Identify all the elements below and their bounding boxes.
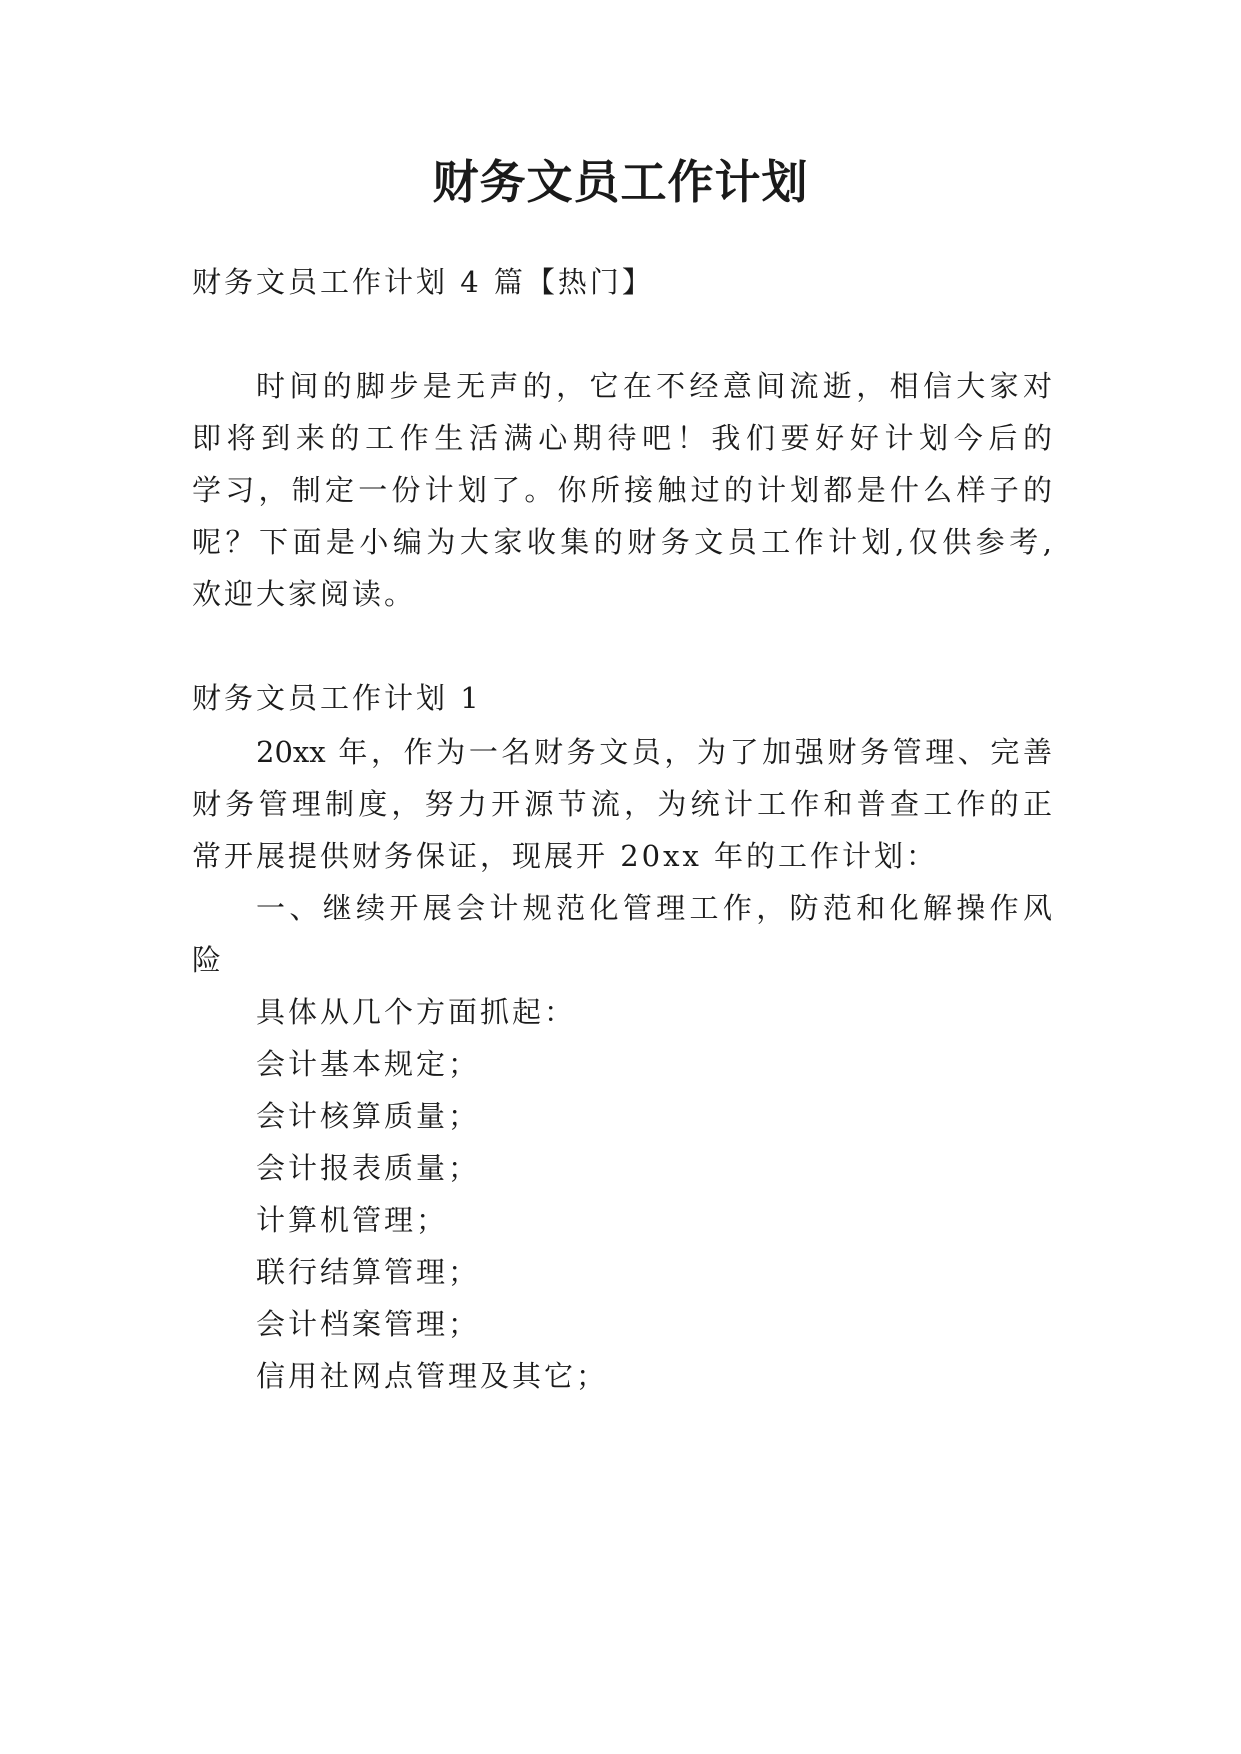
list-item: 信用社网点管理及其它；: [256, 1359, 609, 1393]
document-subtitle: 财务文员工作计划 4 篇【热门】: [192, 265, 654, 299]
section-paragraph-line: 常开展提供财务保证，现展开 20xx 年的工作计划：: [192, 839, 939, 873]
section-heading: 财务文员工作计划 1: [192, 681, 482, 715]
intro-line: 欢迎大家阅读。: [192, 577, 417, 611]
intro-line: 时间的脚步是无声的，它在不经意间流逝，相信大家对: [256, 369, 1052, 403]
intro-line: 学习，制定一份计划了。你所接触过的计划都是什么样子的: [192, 473, 1052, 507]
list-lead: 具体从几个方面抓起：: [256, 995, 577, 1029]
section-paragraph-line: 财务管理制度，努力开源节流，为统计工作和普查工作的正: [192, 787, 1052, 821]
list-item: 会计核算质量；: [256, 1099, 481, 1133]
list-item: 会计档案管理；: [256, 1307, 481, 1341]
list-item: 计算机管理；: [256, 1203, 449, 1237]
intro-line: 即将到来的工作生活满心期待吧！我们要好好计划今后的: [192, 421, 1052, 455]
list-item: 会计报表质量；: [256, 1151, 481, 1185]
list-item: 会计基本规定；: [256, 1047, 481, 1081]
list-item: 联行结算管理；: [256, 1255, 481, 1289]
intro-line: 呢？下面是小编为大家收集的财务文员工作计划,仅供参考,: [192, 525, 1052, 559]
item-heading-line: 一、继续开展会计规范化管理工作，防范和化解操作风: [256, 891, 1052, 925]
item-heading-line: 险: [192, 943, 225, 977]
section-paragraph-line: 20xx 年，作为一名财务文员，为了加强财务管理、完善: [256, 735, 1052, 769]
document-title: 财务文员工作计划: [432, 155, 809, 209]
